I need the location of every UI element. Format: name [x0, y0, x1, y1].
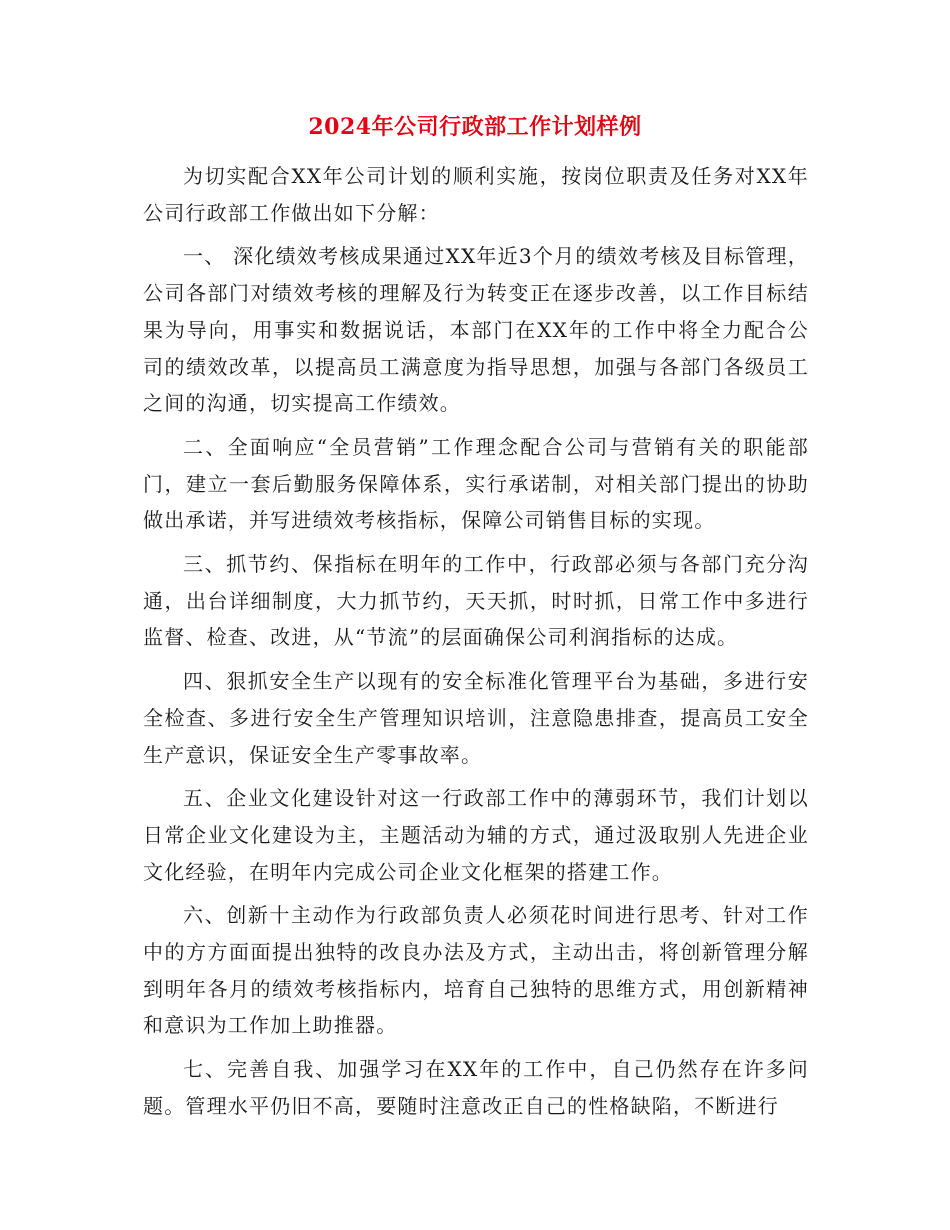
paragraph-item-1: 一、 深化绩效考核成果通过XX年近3个月的绩效考核及目标管理，公司各部门对绩效考核的理解及行为转变正在逐步改善，以工作目标结果为导向，用事实和数据说话，本部门在XX年的工作中将全力配合公司的绩效改革，以提高员工满意度为指导思想，加强与各部门各级员工之间的沟通，切实提高工作绩效。	[143, 244, 809, 416]
paragraph-item-6: 六、创新十主动作为行政部负责人必须花时间进行思考、针对工作中的方方面面提出独特的改良办法及方式，主动出击，将创新管理分解到明年各月的绩效考核指标内，培育自己独特的思维方式，用创新精神和意识为工作加上助推器。	[143, 903, 809, 1038]
paragraph-item-3: 三、抓节约、保指标在明年的工作中，行政部必须与各部门充分沟通，出台详细制度，大力抓节约，天天抓，时时抓，日常工作中多进行监督、检查、改进，从“节流”的层面确保公司利润指标的达成。	[143, 552, 809, 650]
document-title: 2024年公司行政部工作计划样例	[308, 114, 642, 140]
paragraph-item-4: 四、狠抓安全生产以现有的安全标准化管理平台为基础，多进行安全检查、多进行安全生产管理知识培训，注意隐患排查，提高员工安全生产意识，保证安全生产零事故率。	[143, 669, 809, 767]
paragraph-item-2: 二、全面响应“全员营销”工作理念配合公司与营销有关的职能部门，建立一套后勤服务保障体系，实行承诺制，对相关部门提出的协助做出承诺，并写进绩效考核指标，保障公司销售目标的实现。	[143, 434, 809, 533]
paragraph-item-7: 七、完善自我、加强学习在XX年的工作中，自己仍然存在许多问题。管理水平仍旧不高，要随时注意改正自己的性格缺陷，不断进行	[143, 1057, 809, 1118]
document-body	[143, 158, 809, 1132]
paragraph-intro: 为切实配合XX年公司计划的顺利实施，按岗位职责及任务对XX年公司行政部工作做出如下分解：	[143, 164, 809, 225]
paragraph-item-5: 五、企业文化建设针对这一行政部工作中的薄弱环节，我们计划以日常企业文化建设为主，主题活动为辅的方式，通过汲取别人先进企业文化经验，在明年内完成公司企业文化框架的搭建工作。	[143, 786, 809, 884]
